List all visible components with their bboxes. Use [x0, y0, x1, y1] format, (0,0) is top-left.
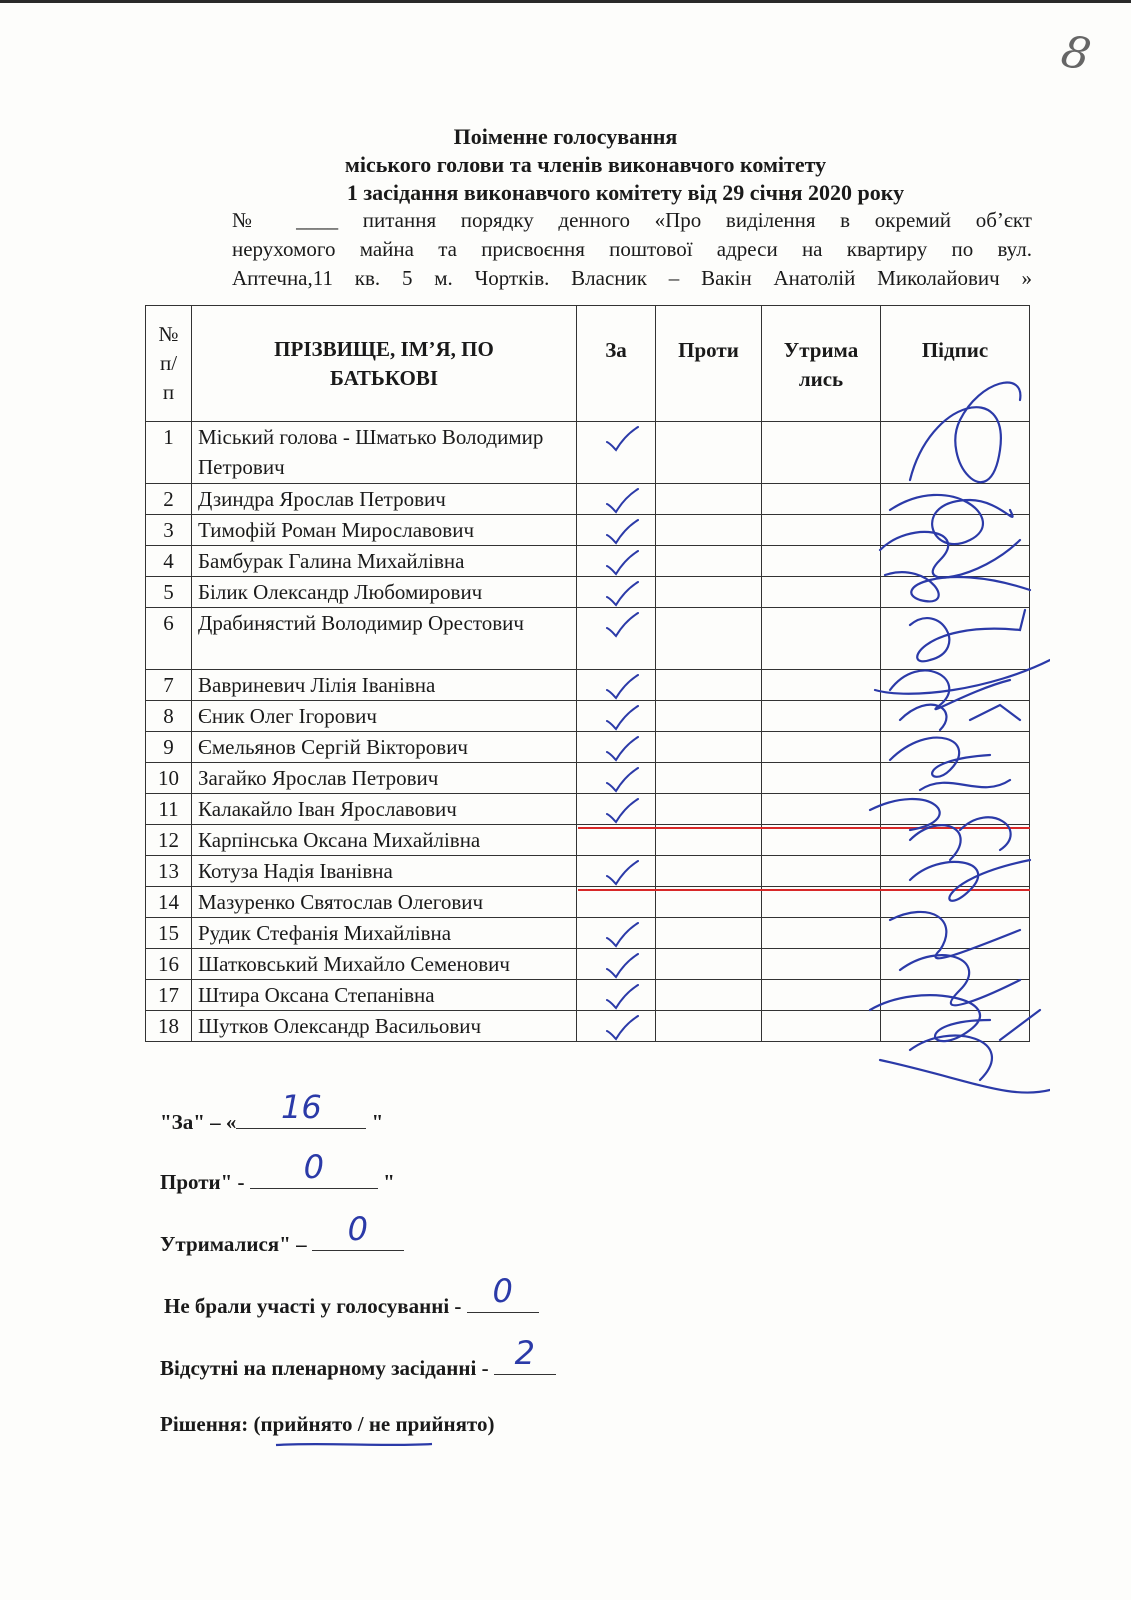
header-against: Проти — [656, 306, 762, 422]
member-name: Тимофій Роман Мирославович — [192, 515, 577, 546]
signature-cell — [881, 732, 1030, 763]
summary-not-voting-label: Не брали участі у голосуванні - — [164, 1294, 467, 1318]
vote-against-cell — [656, 701, 762, 732]
vote-against-cell — [656, 515, 762, 546]
signature-cell — [881, 1011, 1030, 1042]
table-row — [146, 670, 1030, 701]
signature-cell — [881, 887, 1030, 918]
signature-cell — [881, 422, 1030, 484]
member-name: Дзиндра Ярослав Петрович — [192, 484, 577, 515]
issue-line-3: Аптечна,11 кв. 5 м. Чортків. Власник – Вакін Анатолій Миколайович » — [232, 266, 1032, 290]
vote-abstained-cell — [762, 825, 881, 856]
vote-for-cell — [577, 484, 656, 515]
table-row — [146, 608, 1030, 670]
check-mark-icon — [605, 860, 639, 886]
check-mark-icon — [605, 550, 639, 576]
summary-absent-value: 2 — [514, 1334, 536, 1372]
vote-abstained-cell — [762, 608, 881, 670]
vote-table — [145, 305, 1030, 1042]
vote-abstained-cell — [762, 732, 881, 763]
table-row — [146, 856, 1030, 887]
vote-for-cell — [577, 1011, 656, 1042]
strike-through-line — [578, 827, 1030, 829]
vote-against-cell — [656, 1011, 762, 1042]
vote-for-cell — [577, 422, 656, 484]
check-mark-icon — [605, 488, 639, 514]
member-name: Драбинястий Володимир Орестович — [192, 608, 577, 670]
document-title: Поіменне голосування — [453, 124, 678, 149]
row-number: 6 — [146, 608, 192, 670]
summary-against-value: 0 — [303, 1148, 324, 1186]
vote-against-cell — [656, 577, 762, 608]
table-row — [146, 701, 1030, 732]
vote-for-cell — [577, 856, 656, 887]
table-row — [146, 825, 1030, 856]
check-mark-icon — [605, 922, 639, 948]
row-number: 10 — [146, 763, 192, 794]
member-name: Вавриневич Лілія Іванівна — [192, 670, 577, 701]
member-name: Загайко Ярослав Петрович — [192, 763, 577, 794]
vote-against-cell — [656, 918, 762, 949]
vote-against-cell — [656, 484, 762, 515]
vote-against-cell — [656, 887, 762, 918]
signature-cell — [881, 949, 1030, 980]
vote-for-cell — [577, 980, 656, 1011]
check-mark-icon — [605, 612, 639, 638]
signature-cell — [881, 670, 1030, 701]
summary-against-label: Проти" - — [160, 1170, 250, 1194]
member-name: Мазуренко Святослав Олегович — [192, 887, 577, 918]
row-number: 14 — [146, 887, 192, 918]
member-name: Ємельянов Сергій Вікторович — [192, 732, 577, 763]
table-row — [146, 949, 1030, 980]
vote-against-cell — [656, 949, 762, 980]
member-name: Шутков Олександр Васильович — [192, 1011, 577, 1042]
signature-cell — [881, 484, 1030, 515]
check-mark-icon — [605, 953, 639, 979]
check-mark-icon — [605, 426, 639, 452]
check-mark-icon — [605, 798, 639, 824]
vote-for-cell — [577, 701, 656, 732]
header-signature: Підпис — [881, 306, 1030, 422]
table-row — [146, 515, 1030, 546]
summary-against — [160, 1148, 395, 1195]
table-row — [146, 546, 1030, 577]
header-for: За — [577, 306, 656, 422]
vote-against-cell — [656, 670, 762, 701]
check-mark-icon — [605, 767, 639, 793]
row-number: 1 — [146, 422, 192, 484]
table-row — [146, 980, 1030, 1011]
vote-abstained-cell — [762, 794, 881, 825]
signature-cell — [881, 546, 1030, 577]
member-name: Бамбурак Галина Михайлівна — [192, 546, 577, 577]
summary-not-voting-value: 0 — [492, 1272, 513, 1310]
vote-abstained-cell — [762, 577, 881, 608]
meeting-line: 1 засідання виконавчого комітету від 29 січня 2020 року — [346, 180, 905, 205]
vote-abstained-cell — [762, 763, 881, 794]
vote-for-cell — [577, 670, 656, 701]
strike-through-line — [578, 889, 1030, 891]
vote-for-cell — [577, 608, 656, 670]
vote-abstained-cell — [762, 422, 881, 484]
member-name: Карпінська Оксана Михайлівна — [192, 825, 577, 856]
decision-line: Рішення: (прийнято / не прийнято) — [160, 1412, 495, 1436]
summary-abstained-value: 0 — [347, 1210, 369, 1248]
member-name: Міський голова - Шматько Володимир Петрович — [192, 422, 577, 484]
vote-against-cell — [656, 980, 762, 1011]
vote-against-cell — [656, 763, 762, 794]
row-number: 8 — [146, 701, 192, 732]
vote-abstained-cell — [762, 887, 881, 918]
member-name: Єник Олег Ігорович — [192, 701, 577, 732]
header-num: № п/ п — [146, 306, 192, 422]
summary-for-label: "За" – « — [160, 1110, 237, 1134]
summary-against-end: " — [377, 1170, 395, 1194]
table-row — [146, 484, 1030, 515]
check-mark-icon — [605, 705, 639, 731]
summary-for — [160, 1088, 384, 1135]
vote-abstained-cell — [762, 1011, 881, 1042]
row-number: 2 — [146, 484, 192, 515]
row-number: 3 — [146, 515, 192, 546]
member-name: Калакайло Іван Ярославович — [192, 794, 577, 825]
table-row — [146, 732, 1030, 763]
check-mark-icon — [605, 1015, 639, 1041]
document-subtitle: міського голови та членів виконавчого комітету — [344, 152, 827, 177]
row-number: 17 — [146, 980, 192, 1011]
summary-abstained-label: Утрималися" – — [160, 1232, 312, 1256]
member-name: Білик Олександр Любомирович — [192, 577, 577, 608]
vote-against-cell — [656, 794, 762, 825]
row-number: 4 — [146, 546, 192, 577]
signature-cell — [881, 763, 1030, 794]
table-row — [146, 918, 1030, 949]
table-row — [146, 422, 1030, 484]
vote-for-cell — [577, 794, 656, 825]
summary-for-end: " — [366, 1110, 384, 1134]
header-abstained: Утрима лись — [762, 306, 881, 422]
row-number: 13 — [146, 856, 192, 887]
vote-abstained-cell — [762, 484, 881, 515]
issue-line-1: № ____ питання порядку денного «Про виділення в окремий об’єкт — [232, 208, 1032, 232]
row-number: 9 — [146, 732, 192, 763]
signature-cell — [881, 794, 1030, 825]
vote-for-cell — [577, 515, 656, 546]
signature-cell — [881, 701, 1030, 732]
table-row — [146, 763, 1030, 794]
vote-against-cell — [656, 546, 762, 577]
member-name: Рудик Стефанія Михайлівна — [192, 918, 577, 949]
signature-cell — [881, 608, 1030, 670]
summary-not-voting — [164, 1272, 539, 1319]
accepted-underline — [274, 1440, 434, 1448]
vote-for-cell — [577, 887, 656, 918]
check-mark-icon — [605, 519, 639, 545]
table-row — [146, 1011, 1030, 1042]
vote-abstained-cell — [762, 546, 881, 577]
header-name: ПРІЗВИЩЕ, ІМ’Я, ПО БАТЬКОВІ — [192, 306, 577, 422]
agenda-issue — [232, 206, 1032, 293]
vote-for-cell — [577, 546, 656, 577]
vote-abstained-cell — [762, 701, 881, 732]
summary-absent-label: Відсутні на пленарному засіданні - — [160, 1356, 494, 1380]
vote-for-cell — [577, 918, 656, 949]
vote-against-cell — [656, 422, 762, 484]
vote-against-cell — [656, 732, 762, 763]
summary-for-value: 16 — [281, 1088, 322, 1126]
signature-cell — [881, 856, 1030, 887]
signature-cell — [881, 980, 1030, 1011]
row-number: 15 — [146, 918, 192, 949]
vote-abstained-cell — [762, 856, 881, 887]
page-number: 8 — [1057, 25, 1095, 82]
vote-abstained-cell — [762, 949, 881, 980]
table-row — [146, 887, 1030, 918]
signature-cell — [881, 825, 1030, 856]
row-number: 5 — [146, 577, 192, 608]
row-number: 18 — [146, 1011, 192, 1042]
vote-for-cell — [577, 732, 656, 763]
check-mark-icon — [605, 581, 639, 607]
member-name: Шатковський Михайло Семенович — [192, 949, 577, 980]
row-number: 12 — [146, 825, 192, 856]
vote-for-cell — [577, 763, 656, 794]
vote-abstained-cell — [762, 670, 881, 701]
row-number: 11 — [146, 794, 192, 825]
member-name: Штира Оксана Степанівна — [192, 980, 577, 1011]
vote-for-cell — [577, 577, 656, 608]
vote-against-cell — [656, 608, 762, 670]
vote-abstained-cell — [762, 980, 881, 1011]
table-row — [146, 577, 1030, 608]
check-mark-icon — [605, 984, 639, 1010]
row-number: 7 — [146, 670, 192, 701]
check-mark-icon — [605, 674, 639, 700]
scan-top-edge — [0, 0, 1131, 3]
vote-abstained-cell — [762, 515, 881, 546]
issue-line-2: нерухомого майна та присвоєння поштової адреси на квартиру по вул. — [232, 237, 1032, 261]
check-mark-icon — [605, 736, 639, 762]
vote-for-cell — [577, 825, 656, 856]
row-number: 16 — [146, 949, 192, 980]
member-name: Котуза Надія Іванівна — [192, 856, 577, 887]
vote-against-cell — [656, 856, 762, 887]
table-row — [146, 794, 1030, 825]
vote-for-cell — [577, 949, 656, 980]
summary-absent — [160, 1334, 556, 1381]
signature-cell — [881, 577, 1030, 608]
signature-cell — [881, 515, 1030, 546]
vote-abstained-cell — [762, 918, 881, 949]
summary-abstained — [160, 1210, 404, 1257]
signature-cell — [881, 918, 1030, 949]
vote-against-cell — [656, 825, 762, 856]
